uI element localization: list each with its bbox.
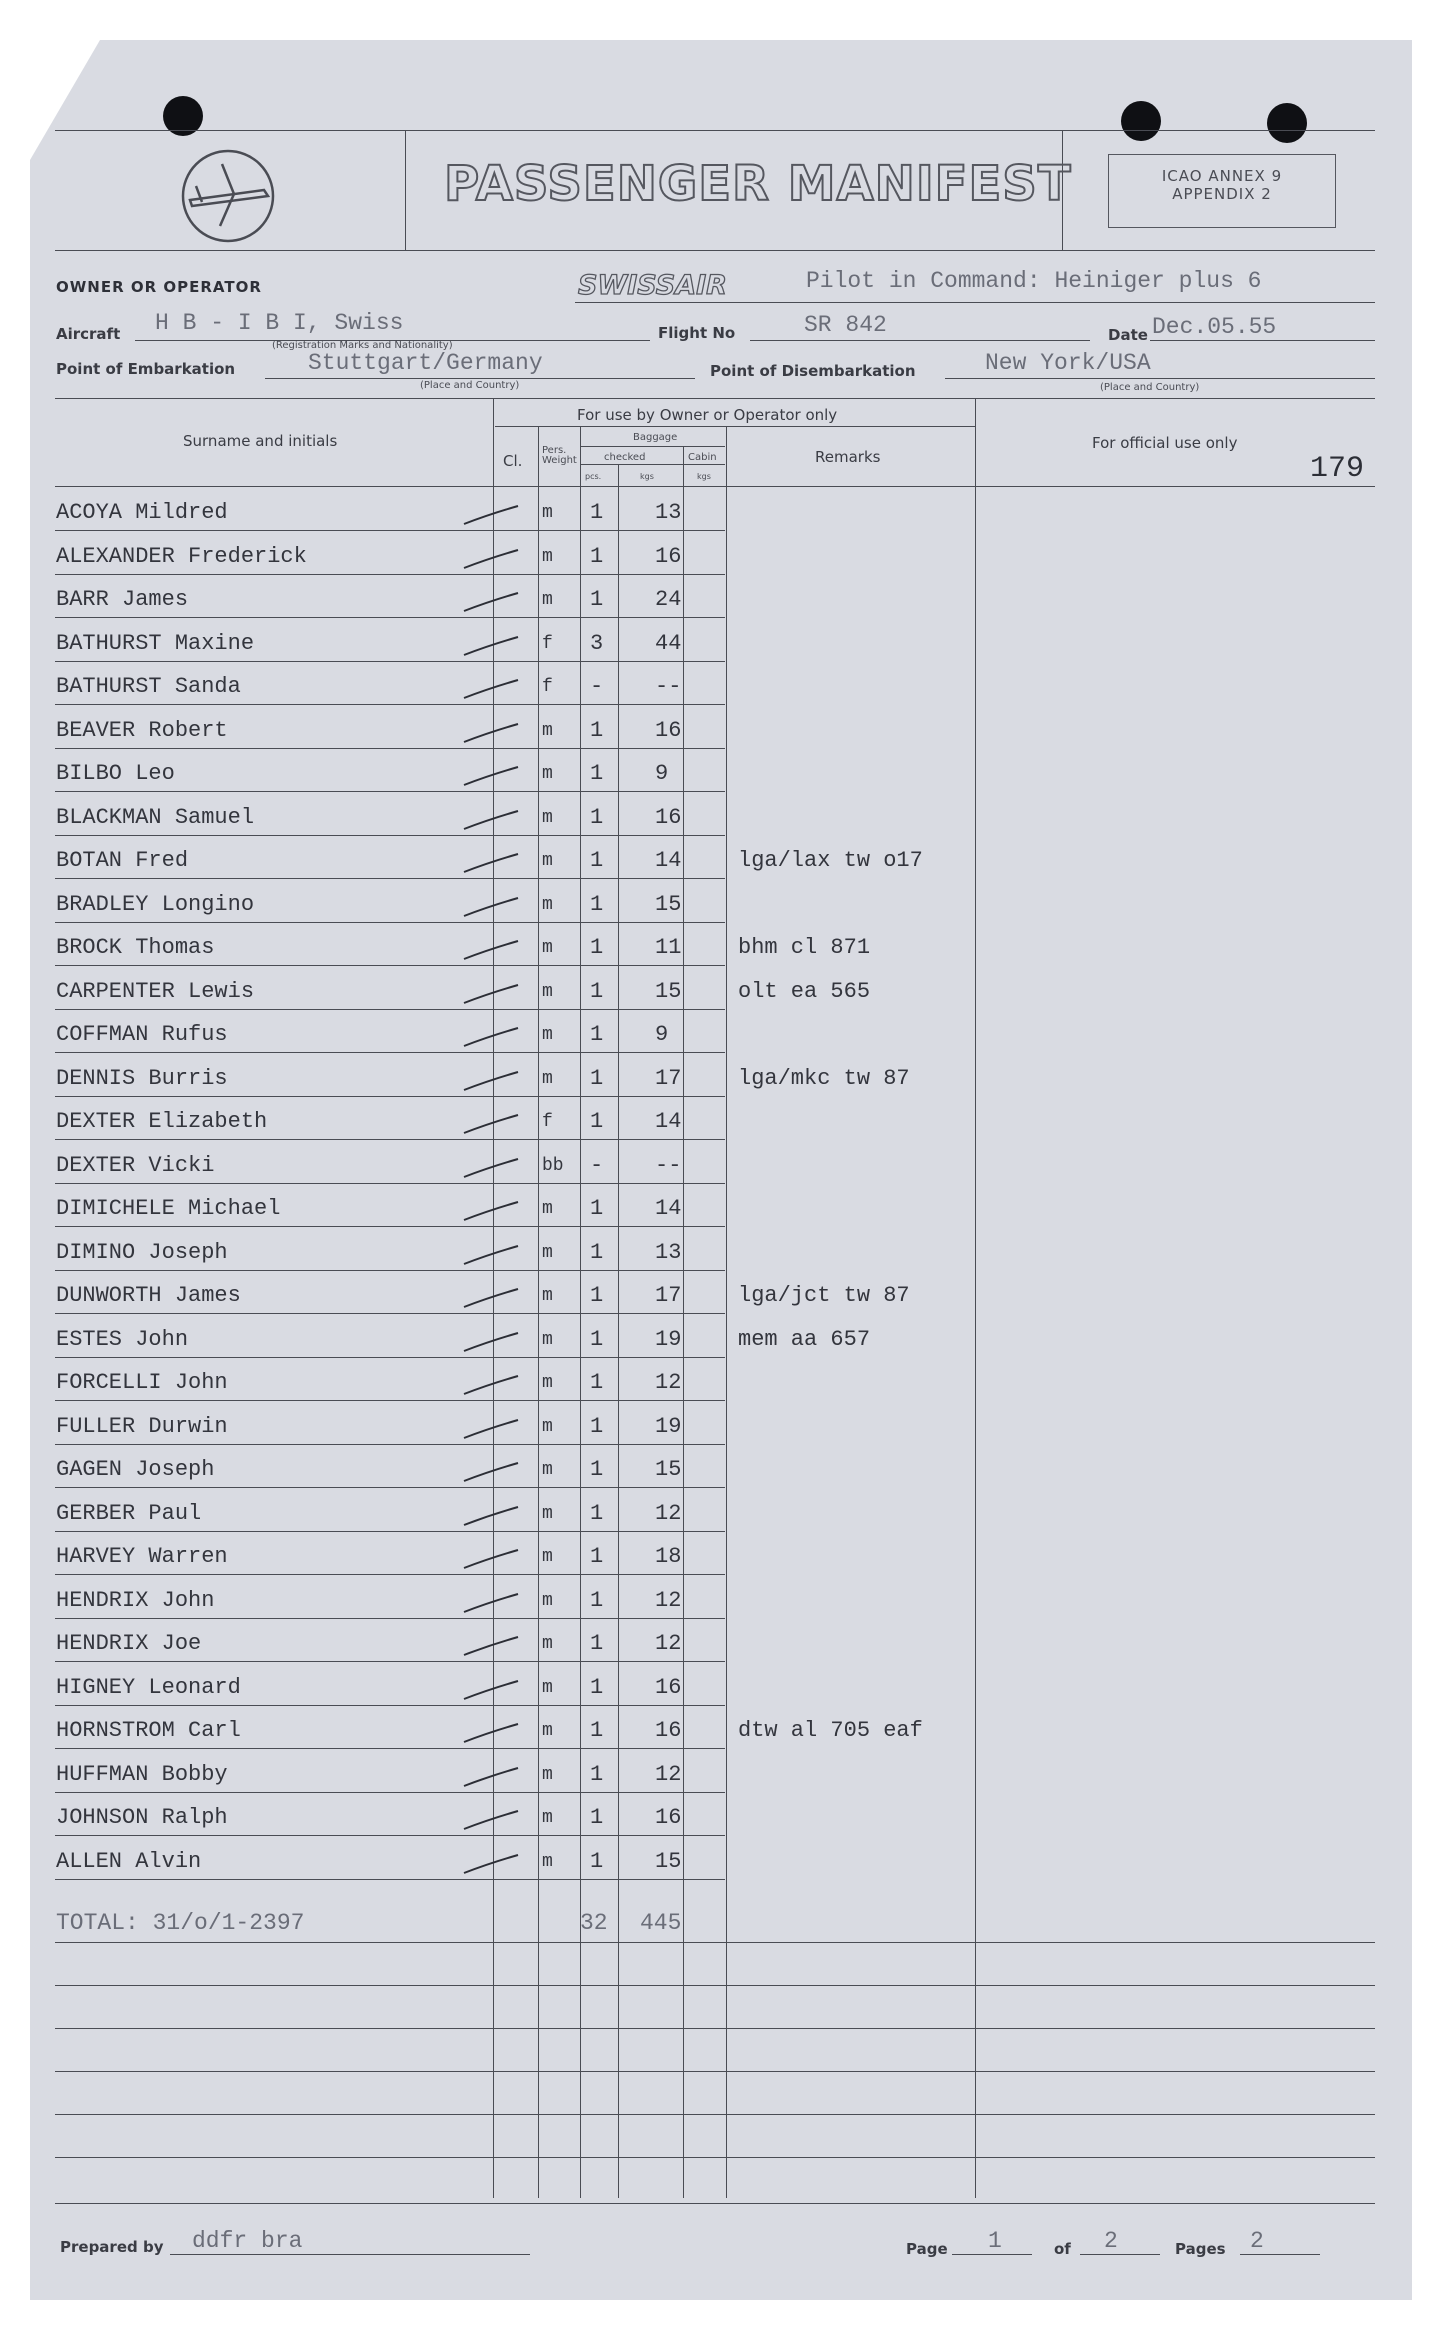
passenger-name: HORNSTROM Carl: [56, 1718, 241, 1743]
col-official-header: For official use only: [1092, 434, 1238, 452]
row-rule: [55, 704, 725, 705]
passenger-pieces: 1: [590, 1805, 604, 1830]
col-cabin-kgs-header: kgs: [697, 472, 711, 481]
passenger-row: [0, 1847, 1454, 1877]
passenger-kgs: 16: [655, 805, 682, 830]
check-mark-icon: [460, 983, 520, 1005]
punch-hole-right-1: [1121, 101, 1161, 141]
passenger-kgs: 17: [655, 1066, 682, 1091]
blank-row-rule: [55, 1942, 1375, 1943]
passenger-pieces: 1: [590, 892, 604, 917]
check-mark-icon: [460, 1026, 520, 1048]
row-rule: [55, 1574, 725, 1575]
passenger-weight-code: m: [542, 1765, 553, 1785]
prepared-by-value: ddfr bra: [192, 2228, 303, 2254]
row-rule: [55, 1357, 725, 1358]
passenger-name: DIMINO Joseph: [56, 1240, 228, 1265]
passenger-kgs: 14: [655, 1196, 682, 1221]
passenger-row: [0, 716, 1454, 746]
passenger-kgs: 11: [655, 935, 682, 960]
embarkation-sublabel: (Place and Country): [420, 380, 520, 391]
owner-label: OWNER OR OPERATOR: [56, 278, 262, 296]
passenger-name: GAGEN Joseph: [56, 1457, 215, 1482]
passenger-remarks: lga/lax tw o17: [738, 848, 923, 873]
passenger-weight-code: m: [542, 1634, 553, 1654]
passenger-row: [0, 890, 1454, 920]
passenger-remarks: lga/mkc tw 87: [738, 1066, 910, 1091]
row-rule: [55, 1313, 725, 1314]
embarkation-label: Point of Embarkation: [56, 360, 236, 378]
passenger-pieces: 1: [590, 1718, 604, 1743]
passenger-name: ALLEN Alvin: [56, 1849, 202, 1874]
col-cabin-header: Cabin: [688, 452, 717, 463]
row-rule: [55, 1400, 725, 1401]
passenger-kgs: 16: [655, 1718, 682, 1743]
passenger-kgs: 12: [655, 1588, 682, 1613]
passenger-weight-code: m: [542, 590, 553, 610]
passenger-row: [0, 498, 1454, 528]
passenger-name: HIGNEY Leonard: [56, 1675, 241, 1700]
passenger-row: [0, 1064, 1454, 1094]
total-pcs: 32: [580, 1910, 608, 1936]
passenger-pieces: 1: [590, 805, 604, 830]
icao-annex-box: [1108, 154, 1336, 228]
date-label: Date: [1108, 326, 1148, 344]
passenger-name: BATHURST Sanda: [56, 674, 241, 699]
passenger-weight-code: m: [542, 1330, 553, 1350]
passenger-pieces: 1: [590, 1370, 604, 1395]
row-rule: [55, 878, 725, 879]
check-mark-icon: [460, 635, 520, 657]
passenger-kgs: --: [655, 674, 682, 699]
passenger-name: FORCELLI John: [56, 1370, 228, 1395]
passenger-weight-code: m: [542, 764, 553, 784]
flight-value: SR 842: [804, 312, 887, 338]
passenger-weight-code: m: [542, 1069, 553, 1089]
passenger-kgs: 44: [655, 631, 682, 656]
passenger-pieces: 1: [590, 761, 604, 786]
embarkation-value: Stuttgart/Germany: [308, 350, 543, 376]
passenger-kgs: 19: [655, 1327, 682, 1352]
row-rule: [55, 1531, 725, 1532]
passenger-pieces: 1: [590, 935, 604, 960]
passenger-name: HENDRIX John: [56, 1588, 215, 1613]
pilot-in-command: Pilot in Command: Heiniger plus 6: [806, 268, 1262, 294]
passenger-row: [0, 759, 1454, 789]
row-rule: [55, 922, 725, 923]
check-mark-icon: [460, 1374, 520, 1396]
passenger-weight-code: f: [542, 1112, 553, 1132]
row-rule: [55, 1835, 725, 1836]
total-kgs: 445: [640, 1910, 682, 1936]
passenger-name: ACOYA Mildred: [56, 500, 228, 525]
passenger-name: BLACKMAN Samuel: [56, 805, 255, 830]
passenger-row: [0, 1629, 1454, 1659]
col-checked-header: checked: [604, 452, 646, 463]
passenger-row: [0, 1586, 1454, 1616]
passenger-weight-code: m: [542, 851, 553, 871]
passenger-row: [0, 1194, 1454, 1224]
row-rule: [55, 1009, 725, 1010]
passenger-pieces: 1: [590, 1849, 604, 1874]
disembarkation-label: Point of Disembarkation: [710, 362, 916, 380]
passenger-row: [0, 1455, 1454, 1485]
check-mark-icon: [460, 1592, 520, 1614]
check-mark-icon: [460, 1679, 520, 1701]
disembarkation-sublabel: (Place and Country): [1100, 382, 1200, 393]
row-rule: [55, 1792, 725, 1793]
passenger-pieces: 1: [590, 1327, 604, 1352]
passenger-pieces: 3: [590, 631, 604, 656]
passenger-kgs: 19: [655, 1414, 682, 1439]
total-label: TOTAL: 31/o/1-2397: [56, 1910, 305, 1936]
passenger-kgs: 12: [655, 1631, 682, 1656]
passenger-pieces: 1: [590, 1501, 604, 1526]
col-kgs-header: kgs: [640, 472, 654, 481]
passenger-weight-code: m: [542, 1547, 553, 1567]
check-mark-icon: [460, 1200, 520, 1222]
passenger-kgs: 12: [655, 1501, 682, 1526]
passenger-weight-code: m: [542, 1243, 553, 1263]
passenger-kgs: 14: [655, 1109, 682, 1134]
row-rule: [55, 574, 725, 575]
check-mark-icon: [460, 1548, 520, 1570]
col-owner-use-header: For use by Owner or Operator only: [577, 406, 838, 424]
punch-hole-right-2: [1267, 103, 1307, 143]
aircraft-value: H B - I B I, Swiss: [155, 310, 404, 336]
passenger-kgs: 17: [655, 1283, 682, 1308]
passenger-pieces: 1: [590, 544, 604, 569]
passenger-pieces: 1: [590, 1240, 604, 1265]
passenger-name: BATHURST Maxine: [56, 631, 255, 656]
col-remarks-header: Remarks: [815, 448, 881, 466]
passenger-pieces: 1: [590, 718, 604, 743]
passenger-kgs: 16: [655, 1805, 682, 1830]
passenger-name: DEXTER Vicki: [56, 1153, 215, 1178]
passenger-pieces: 1: [590, 1631, 604, 1656]
check-mark-icon: [460, 1287, 520, 1309]
passenger-kgs: 12: [655, 1370, 682, 1395]
row-rule: [55, 1270, 725, 1271]
row-rule: [55, 530, 725, 531]
passenger-kgs: 13: [655, 500, 682, 525]
passenger-weight-code: m: [542, 1199, 553, 1219]
passenger-name: HUFFMAN Bobby: [56, 1762, 228, 1787]
col-pers-weight-header: Pers. Weight: [542, 445, 577, 466]
row-rule: [55, 1139, 725, 1140]
row-rule: [55, 1183, 725, 1184]
col-pcs-header: pcs.: [585, 472, 602, 481]
passenger-name: BARR James: [56, 587, 189, 612]
row-rule: [55, 748, 725, 749]
check-mark-icon: [460, 896, 520, 918]
blank-row-rule: [55, 2157, 1375, 2158]
passenger-name: ESTES John: [56, 1327, 189, 1352]
row-rule: [55, 1226, 725, 1227]
passenger-row: [0, 1412, 1454, 1442]
passenger-pieces: 1: [590, 1675, 604, 1700]
passenger-kgs: 15: [655, 1849, 682, 1874]
passenger-name: DENNIS Burris: [56, 1066, 228, 1091]
flight-label: Flight No: [658, 324, 736, 342]
check-mark-icon: [460, 1853, 520, 1875]
passenger-pieces: 1: [590, 587, 604, 612]
passenger-weight-code: m: [542, 721, 553, 741]
passenger-kgs: 18: [655, 1544, 682, 1569]
passenger-pieces: -: [590, 674, 604, 699]
passenger-kgs: 16: [655, 1675, 682, 1700]
passenger-row: [0, 977, 1454, 1007]
of-label: of: [1054, 2240, 1071, 2258]
passenger-kgs: 16: [655, 718, 682, 743]
passenger-row: [0, 1107, 1454, 1137]
check-mark-icon: [460, 548, 520, 570]
row-rule: [55, 1618, 725, 1619]
check-mark-icon: [460, 1809, 520, 1831]
blank-row-rule: [55, 1985, 1375, 1986]
passenger-row: [0, 629, 1454, 659]
passenger-name: COFFMAN Rufus: [56, 1022, 228, 1047]
passenger-name: HARVEY Warren: [56, 1544, 228, 1569]
passenger-row: [0, 933, 1454, 963]
passenger-weight-code: m: [542, 1025, 553, 1045]
passenger-kgs: 9: [655, 1022, 669, 1047]
passenger-kgs: 15: [655, 1457, 682, 1482]
passenger-pieces: 1: [590, 1457, 604, 1482]
passenger-kgs: 16: [655, 544, 682, 569]
row-rule: [55, 1748, 725, 1749]
check-mark-icon: [460, 1244, 520, 1266]
row-rule: [55, 1879, 725, 1880]
col-class-header: Cl.: [503, 452, 523, 470]
passenger-row: [0, 1151, 1454, 1181]
passenger-weight-code: m: [542, 1417, 553, 1437]
row-rule: [55, 835, 725, 836]
passenger-pieces: 1: [590, 1544, 604, 1569]
passenger-pieces: 1: [590, 1066, 604, 1091]
icao-line-2: APPENDIX 2: [1172, 185, 1272, 203]
passenger-weight-code: m: [542, 1591, 553, 1611]
passenger-weight-code: m: [542, 895, 553, 915]
check-mark-icon: [460, 1505, 520, 1527]
passenger-remarks: olt ea 565: [738, 979, 871, 1004]
passenger-row: [0, 1020, 1454, 1050]
passenger-pieces: 1: [590, 979, 604, 1004]
row-rule: [55, 965, 725, 966]
passenger-pieces: 1: [590, 1588, 604, 1613]
check-mark-icon: [460, 1157, 520, 1179]
passenger-weight-code: m: [542, 1721, 553, 1741]
page-value: 1: [988, 2228, 1002, 2254]
passenger-pieces: 1: [590, 848, 604, 873]
check-mark-icon: [460, 722, 520, 744]
passenger-remarks: mem aa 657: [738, 1327, 871, 1352]
passenger-pieces: 1: [590, 1414, 604, 1439]
col-surname-header: Surname and initials: [183, 432, 338, 450]
passenger-row: [0, 1760, 1454, 1790]
passenger-name: BEAVER Robert: [56, 718, 228, 743]
passenger-row: [0, 1368, 1454, 1398]
check-mark-icon: [460, 1418, 520, 1440]
page-number: 179: [1310, 452, 1365, 486]
aircraft-sublabel: (Registration Marks and Nationality): [272, 340, 453, 351]
passenger-weight-code: m: [542, 1808, 553, 1828]
passenger-name: BILBO Leo: [56, 761, 175, 786]
blank-row-rule: [55, 2071, 1375, 2072]
passenger-pieces: -: [590, 1153, 604, 1178]
passenger-weight-code: m: [542, 982, 553, 1002]
passenger-row: [0, 1499, 1454, 1529]
date-value: Dec.05.55: [1152, 314, 1277, 340]
row-rule: [55, 1052, 725, 1053]
passenger-weight-code: f: [542, 634, 553, 654]
passenger-kgs: 12: [655, 1762, 682, 1787]
check-mark-icon: [460, 1070, 520, 1092]
row-rule: [55, 1705, 725, 1706]
check-mark-icon: [460, 504, 520, 526]
passenger-row: [0, 672, 1454, 702]
passenger-kgs: --: [655, 1153, 682, 1178]
check-mark-icon: [460, 1635, 520, 1657]
passenger-weight-code: m: [542, 1460, 553, 1480]
passenger-kgs: 24: [655, 587, 682, 612]
passenger-pieces: 1: [590, 1196, 604, 1221]
passenger-row: [0, 585, 1454, 615]
passenger-name: GERBER Paul: [56, 1501, 202, 1526]
icao-line-1: ICAO ANNEX 9: [1161, 167, 1283, 185]
check-mark-icon: [460, 1461, 520, 1483]
passenger-kgs: 14: [655, 848, 682, 873]
passenger-remarks: dtw al 705 eaf: [738, 1718, 923, 1743]
passenger-row: [0, 803, 1454, 833]
page-label: Page: [906, 2240, 948, 2258]
torn-corner: [30, 40, 100, 160]
pages-value: 2: [1250, 2228, 1264, 2254]
passenger-kgs: 15: [655, 979, 682, 1004]
check-mark-icon: [460, 1113, 520, 1135]
blank-row-rule: [55, 2028, 1375, 2029]
passenger-kgs: 9: [655, 761, 669, 786]
row-rule: [55, 1661, 725, 1662]
aircraft-label: Aircraft: [56, 325, 121, 343]
passenger-kgs: 15: [655, 892, 682, 917]
passenger-weight-code: m: [542, 808, 553, 828]
operator-name: SWISSAIR: [578, 270, 727, 301]
passenger-remarks: lga/jct tw 87: [738, 1283, 910, 1308]
check-mark-icon: [460, 1722, 520, 1744]
check-mark-icon: [460, 939, 520, 961]
passenger-remarks: bhm cl 871: [738, 935, 871, 960]
passenger-weight-code: m: [542, 1504, 553, 1524]
passenger-row: [0, 1281, 1454, 1311]
passenger-name: ALEXANDER Frederick: [56, 544, 307, 569]
passenger-name: JOHNSON Ralph: [56, 1805, 228, 1830]
passenger-pieces: 1: [590, 1022, 604, 1047]
passenger-name: DIMICHELE Michael: [56, 1196, 281, 1221]
disembarkation-value: New York/USA: [985, 350, 1151, 376]
passenger-weight-code: m: [542, 503, 553, 523]
row-rule: [55, 661, 725, 662]
blank-row-rule: [55, 2114, 1375, 2115]
passenger-row: [0, 1325, 1454, 1355]
row-rule: [55, 1096, 725, 1097]
check-mark-icon: [460, 765, 520, 787]
passenger-pieces: 1: [590, 1283, 604, 1308]
passenger-weight-code: m: [542, 547, 553, 567]
passenger-weight-code: m: [542, 1852, 553, 1872]
passenger-weight-code: f: [542, 677, 553, 697]
passenger-name: BROCK Thomas: [56, 935, 215, 960]
row-rule: [55, 617, 725, 618]
passenger-row: [0, 1716, 1454, 1746]
row-rule: [55, 1444, 725, 1445]
prepared-by-label: Prepared by: [60, 2238, 164, 2256]
passenger-name: DUNWORTH James: [56, 1283, 241, 1308]
passenger-weight-code: m: [542, 1286, 553, 1306]
pages-label: Pages: [1175, 2240, 1226, 2258]
passenger-name: HENDRIX Joe: [56, 1631, 202, 1656]
passenger-pieces: 1: [590, 1109, 604, 1134]
of-value: 2: [1104, 2228, 1118, 2254]
passenger-weight-code: m: [542, 1678, 553, 1698]
airline-logo: [176, 146, 280, 251]
check-mark-icon: [460, 591, 520, 613]
passenger-weight-code: m: [542, 1373, 553, 1393]
form-title: PASSENGER MANIFEST: [444, 156, 1072, 212]
passenger-name: BRADLEY Longino: [56, 892, 255, 917]
passenger-name: DEXTER Elizabeth: [56, 1109, 268, 1134]
passenger-pieces: 1: [590, 500, 604, 525]
passenger-row: [0, 542, 1454, 572]
passenger-name: BOTAN Fred: [56, 848, 189, 873]
passenger-weight-code: m: [542, 938, 553, 958]
passenger-row: [0, 1673, 1454, 1703]
passenger-row: [0, 1238, 1454, 1268]
col-baggage-header: Baggage: [633, 432, 678, 443]
passenger-name: FULLER Durwin: [56, 1414, 228, 1439]
passenger-weight-code: bb: [542, 1156, 564, 1176]
passenger-kgs: 13: [655, 1240, 682, 1265]
passenger-pieces: 1: [590, 1762, 604, 1787]
passenger-row: [0, 1542, 1454, 1572]
passenger-row: [0, 846, 1454, 876]
row-rule: [55, 1487, 725, 1488]
passenger-name: CARPENTER Lewis: [56, 979, 255, 1004]
check-mark-icon: [460, 852, 520, 874]
check-mark-icon: [460, 1766, 520, 1788]
check-mark-icon: [460, 809, 520, 831]
passenger-row: [0, 1803, 1454, 1833]
row-rule: [55, 791, 725, 792]
check-mark-icon: [460, 1331, 520, 1353]
check-mark-icon: [460, 678, 520, 700]
